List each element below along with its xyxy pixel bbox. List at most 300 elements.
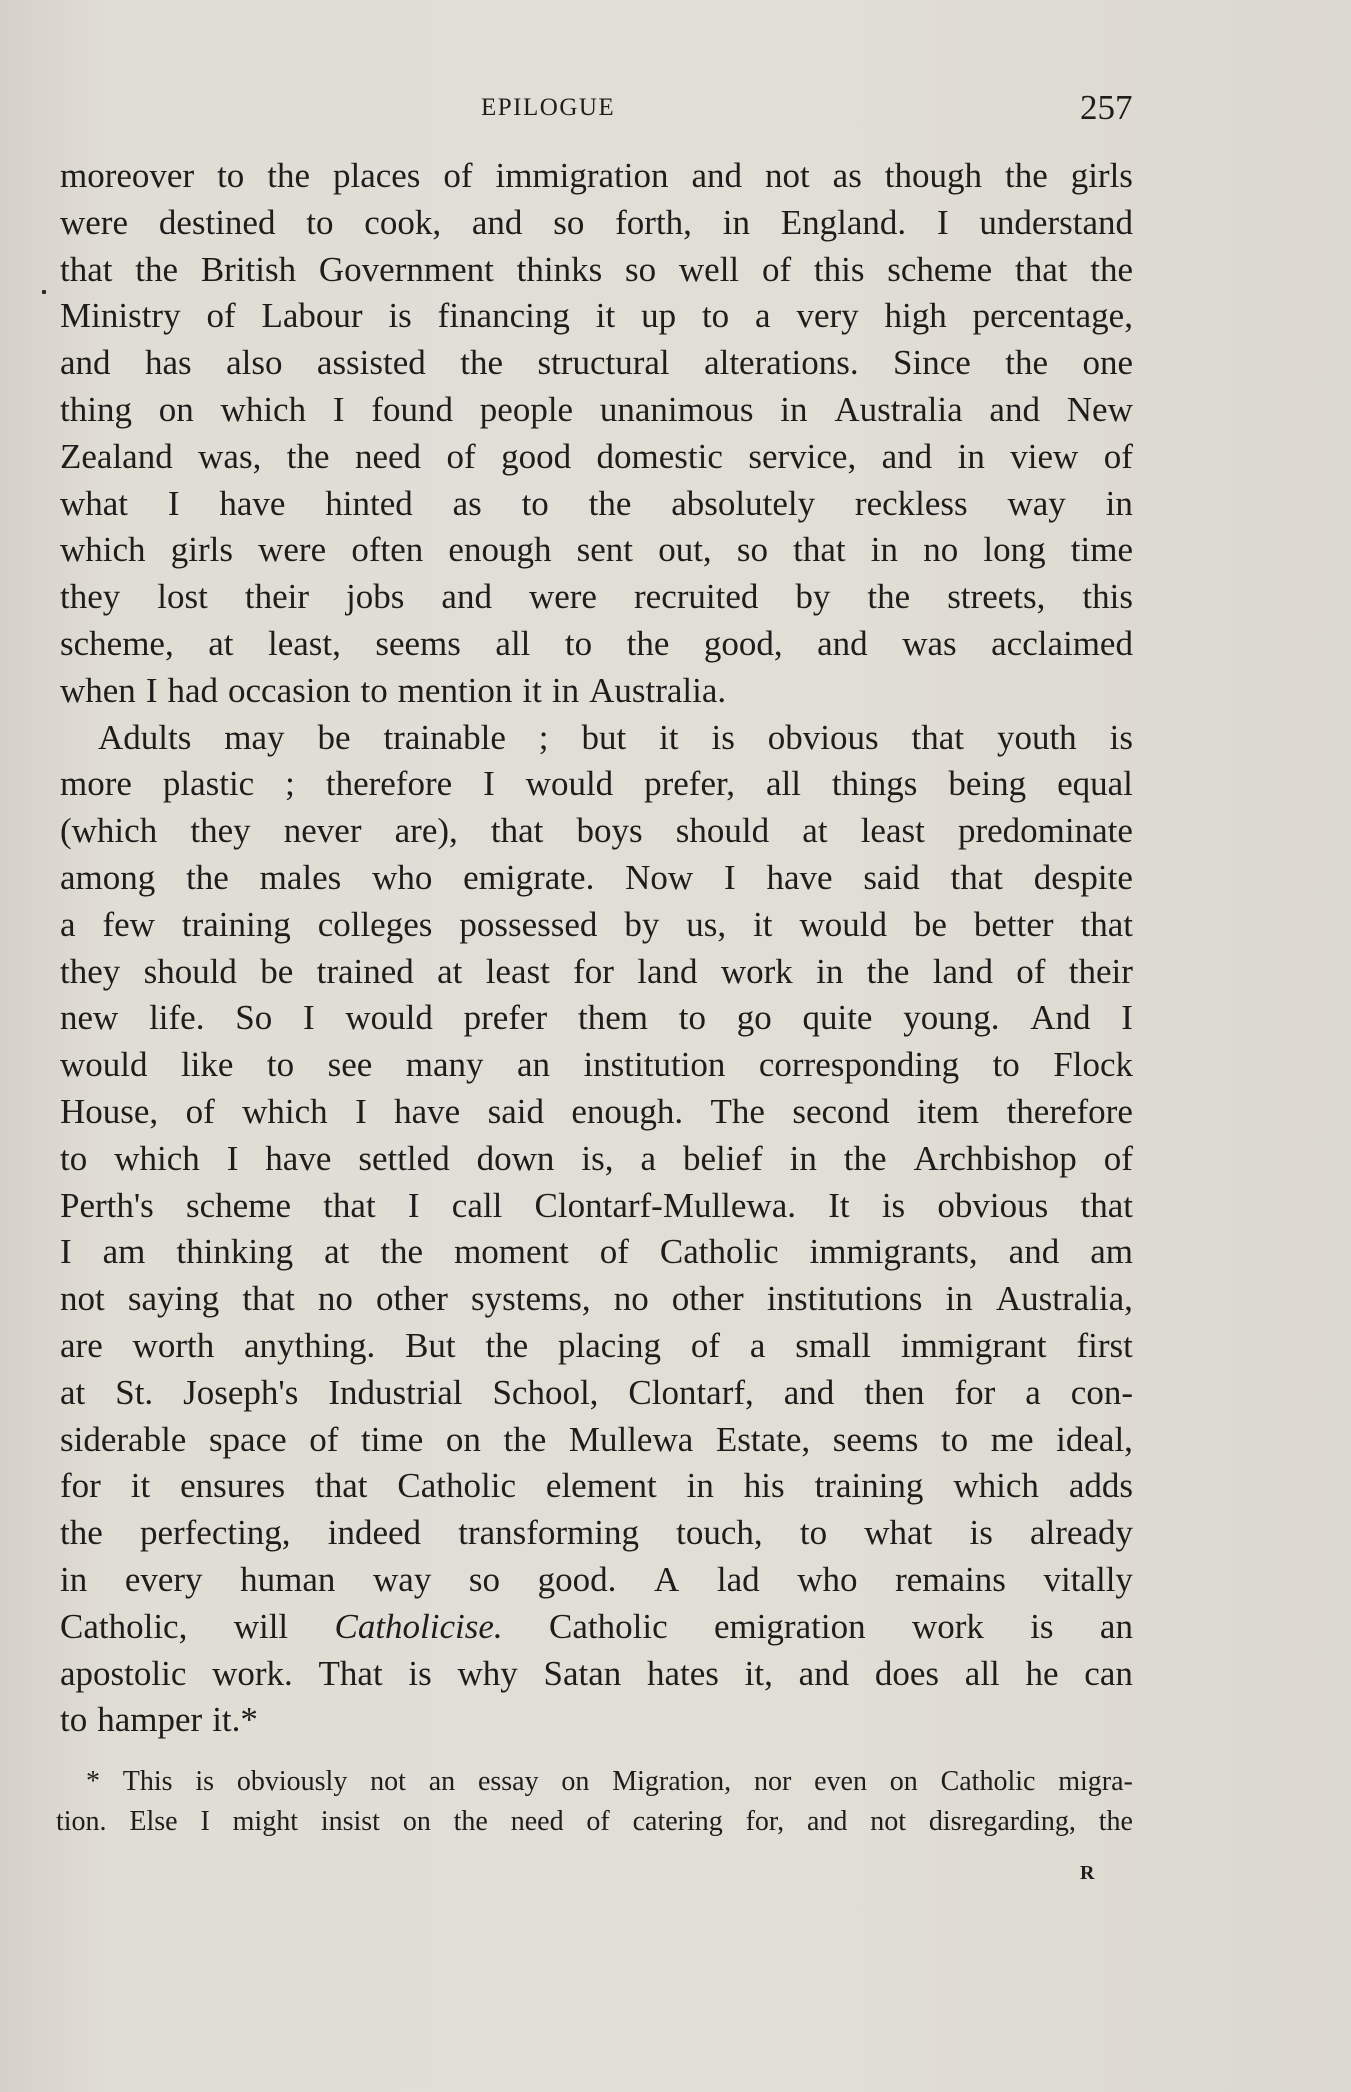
word: when bbox=[60, 670, 136, 710]
word: way bbox=[373, 1559, 432, 1599]
word: view bbox=[1010, 436, 1079, 476]
word: Catholicise. bbox=[334, 1606, 503, 1646]
word: which bbox=[953, 1466, 1039, 1506]
text-line bbox=[60, 621, 1133, 668]
word: British bbox=[200, 249, 297, 289]
word: also bbox=[226, 343, 283, 383]
word: is, bbox=[581, 1138, 614, 1178]
word: of bbox=[443, 156, 473, 195]
word: said bbox=[487, 1091, 544, 1131]
word: that bbox=[490, 811, 544, 851]
word: the bbox=[267, 156, 311, 195]
word: financing bbox=[437, 296, 570, 336]
word: who bbox=[797, 1559, 858, 1599]
word: immigrants, bbox=[809, 1232, 978, 1272]
footnote-word: even bbox=[814, 1766, 867, 1797]
word: that bbox=[1080, 904, 1133, 944]
footnote-line bbox=[56, 1802, 1133, 1842]
footnote-word: Catholic bbox=[940, 1766, 1036, 1797]
word: So bbox=[235, 998, 273, 1038]
word: for bbox=[954, 1372, 996, 1412]
word: least bbox=[485, 951, 550, 991]
word: Clontarf, bbox=[628, 1372, 754, 1412]
word: is bbox=[1030, 1606, 1054, 1646]
word: to bbox=[266, 1045, 295, 1085]
text-line bbox=[60, 527, 1133, 574]
word: ensures bbox=[180, 1466, 286, 1506]
word: thinks bbox=[516, 249, 603, 289]
word: Labour bbox=[261, 296, 363, 336]
word: and bbox=[881, 436, 933, 476]
word: in bbox=[722, 202, 750, 242]
word: and bbox=[817, 623, 868, 663]
word: emigration bbox=[713, 1606, 866, 1646]
word: placing bbox=[558, 1325, 662, 1365]
word: am bbox=[102, 1232, 146, 1272]
word: up bbox=[641, 296, 677, 336]
word: what bbox=[60, 483, 129, 523]
text-line bbox=[60, 1417, 1133, 1464]
word: so bbox=[468, 1559, 501, 1599]
word: is bbox=[1109, 717, 1133, 757]
word: acclaimed bbox=[991, 623, 1133, 663]
word: many bbox=[405, 1045, 484, 1085]
word: other bbox=[671, 1279, 744, 1319]
word: am bbox=[1090, 1232, 1133, 1272]
word: indeed bbox=[327, 1513, 422, 1553]
word: assisted bbox=[316, 343, 426, 383]
word: places bbox=[332, 156, 421, 195]
word: would bbox=[799, 904, 887, 944]
word: though bbox=[884, 156, 983, 195]
footnote-word: an bbox=[428, 1766, 456, 1797]
text-line bbox=[60, 1089, 1133, 1136]
word: colleges bbox=[317, 904, 433, 944]
word: human bbox=[240, 1559, 336, 1599]
word: to bbox=[306, 202, 334, 242]
word: that bbox=[242, 1279, 295, 1319]
word: can bbox=[1084, 1653, 1133, 1693]
word: of bbox=[1103, 1138, 1133, 1178]
footnote-word: the bbox=[1098, 1806, 1133, 1837]
word: training bbox=[181, 904, 291, 944]
word: on bbox=[445, 1419, 481, 1459]
text-line bbox=[60, 1370, 1133, 1417]
word: Clontarf-Mullewa. bbox=[534, 1185, 796, 1225]
word: saying bbox=[127, 1279, 220, 1319]
word: therefore bbox=[325, 764, 453, 804]
word: so bbox=[624, 249, 657, 289]
word: I bbox=[1121, 998, 1133, 1038]
word: should bbox=[675, 811, 770, 851]
word: of bbox=[1103, 436, 1133, 476]
word: the bbox=[135, 249, 179, 289]
word: found bbox=[371, 389, 453, 429]
word: hamper bbox=[97, 1700, 203, 1740]
word: to bbox=[60, 1138, 88, 1178]
word: very bbox=[796, 296, 859, 336]
word: males bbox=[259, 857, 342, 897]
word: that bbox=[911, 717, 965, 757]
word: Industrial bbox=[328, 1372, 463, 1412]
word: may bbox=[224, 717, 285, 757]
word: high bbox=[884, 296, 947, 336]
footnote-word: Migration, bbox=[612, 1766, 732, 1797]
word: to bbox=[217, 156, 245, 195]
word: ; bbox=[538, 717, 549, 757]
word: a bbox=[640, 1138, 656, 1178]
word: their bbox=[244, 577, 310, 617]
word: Archbishop bbox=[913, 1138, 1077, 1178]
word: land bbox=[932, 951, 993, 991]
word: young. bbox=[903, 998, 1000, 1038]
word: Catholic, bbox=[60, 1606, 188, 1646]
word: destined bbox=[158, 202, 276, 242]
word: were bbox=[258, 530, 327, 570]
word: I bbox=[226, 1138, 239, 1178]
footnote-word: Else bbox=[129, 1806, 178, 1837]
word: they bbox=[60, 577, 121, 617]
word: boys bbox=[576, 811, 643, 851]
word: siderable bbox=[60, 1419, 187, 1459]
word: prefer, bbox=[644, 764, 735, 804]
word: item bbox=[916, 1091, 980, 1131]
word: and bbox=[989, 389, 1040, 429]
word: enough bbox=[448, 530, 552, 570]
text-line bbox=[60, 153, 1133, 200]
word: and bbox=[798, 1653, 850, 1693]
word: to bbox=[360, 670, 388, 710]
word: it bbox=[595, 296, 616, 336]
word: percentage, bbox=[972, 296, 1133, 336]
word: have bbox=[219, 483, 286, 523]
word: time bbox=[1070, 530, 1133, 570]
word: a bbox=[749, 1325, 766, 1365]
word: But bbox=[405, 1325, 456, 1365]
footnote-word: of bbox=[586, 1806, 610, 1837]
word: space bbox=[208, 1419, 287, 1459]
word: was, bbox=[198, 436, 262, 476]
word: New bbox=[1066, 389, 1133, 429]
word: often bbox=[351, 530, 424, 570]
footnote-word: on bbox=[561, 1766, 590, 1797]
word: con- bbox=[1070, 1372, 1133, 1412]
word: I bbox=[936, 202, 949, 242]
word: which bbox=[60, 530, 146, 570]
body-text bbox=[60, 153, 1133, 1744]
word: the bbox=[588, 483, 632, 523]
word: Ministry bbox=[60, 296, 181, 336]
word: no bbox=[613, 1279, 649, 1319]
footnote-word: the bbox=[453, 1806, 488, 1837]
footnote-word: need bbox=[510, 1806, 564, 1837]
word: girls bbox=[170, 530, 233, 570]
word: among bbox=[60, 857, 156, 897]
word: not bbox=[764, 156, 810, 195]
word: and bbox=[691, 156, 743, 195]
word: what bbox=[864, 1513, 933, 1553]
word: is bbox=[388, 296, 412, 336]
word: at bbox=[437, 951, 463, 991]
word: the bbox=[1005, 343, 1048, 383]
word: said bbox=[863, 857, 920, 897]
word: equal bbox=[1057, 764, 1133, 804]
word: it bbox=[753, 904, 773, 944]
word: for bbox=[60, 1466, 101, 1506]
footnote-word: for, bbox=[745, 1806, 785, 1837]
word: the bbox=[485, 1325, 529, 1365]
running-title: EPILOGUE bbox=[481, 94, 616, 121]
word: of bbox=[1016, 951, 1046, 991]
word: institutions bbox=[766, 1279, 923, 1319]
word: that bbox=[315, 1466, 368, 1506]
word: his bbox=[743, 1466, 785, 1506]
word: trained bbox=[316, 951, 414, 991]
word: things bbox=[831, 764, 918, 804]
footnote-word: * bbox=[86, 1766, 100, 1797]
word: be bbox=[913, 904, 947, 944]
word: never bbox=[283, 811, 362, 851]
word: have bbox=[394, 1091, 461, 1131]
word: all bbox=[765, 764, 801, 804]
word: would bbox=[345, 998, 433, 1038]
word: I bbox=[407, 1185, 420, 1225]
word: Catholic bbox=[397, 1466, 516, 1506]
text-line bbox=[60, 949, 1133, 996]
word: recruited bbox=[634, 577, 759, 617]
word: they bbox=[190, 811, 251, 851]
text-line bbox=[60, 1651, 1133, 1698]
word: to bbox=[60, 1700, 88, 1740]
word: and bbox=[60, 343, 111, 383]
footnote-line bbox=[56, 1762, 1133, 1802]
word: all bbox=[495, 623, 531, 663]
text-line bbox=[60, 574, 1133, 621]
word: thinking bbox=[176, 1232, 294, 1272]
word: which bbox=[242, 1091, 328, 1131]
word: that bbox=[793, 530, 846, 570]
word: worth bbox=[132, 1325, 215, 1365]
word: me bbox=[990, 1419, 1034, 1459]
page-number: 257 bbox=[1080, 88, 1133, 127]
word: plastic bbox=[162, 764, 255, 804]
footnote-word: might bbox=[232, 1806, 298, 1837]
word: streets, bbox=[947, 577, 1046, 617]
word: is bbox=[881, 1185, 906, 1225]
word: seems bbox=[375, 623, 461, 663]
word: the bbox=[843, 1138, 887, 1178]
word: first bbox=[1076, 1325, 1133, 1365]
word: a bbox=[60, 904, 76, 944]
word: the bbox=[380, 1232, 424, 1272]
word: by bbox=[624, 904, 660, 944]
text-line bbox=[60, 1463, 1133, 1510]
word: of bbox=[761, 249, 792, 289]
word: obvious bbox=[767, 717, 879, 757]
word: I bbox=[145, 670, 158, 710]
word: as bbox=[452, 483, 482, 523]
text-line bbox=[60, 481, 1133, 528]
footnote bbox=[56, 1762, 1133, 1842]
word: of bbox=[206, 296, 236, 336]
word: I bbox=[483, 764, 495, 804]
word: an bbox=[516, 1045, 550, 1085]
word: of bbox=[446, 436, 476, 476]
word: at bbox=[60, 1372, 86, 1412]
word: is bbox=[969, 1513, 993, 1553]
word: quite bbox=[802, 998, 873, 1038]
word: scheme bbox=[887, 249, 993, 289]
word: moreover bbox=[60, 156, 195, 195]
word: like bbox=[180, 1045, 234, 1085]
word: forth, bbox=[615, 202, 692, 242]
word: despite bbox=[1033, 857, 1133, 897]
text-line bbox=[60, 200, 1133, 247]
word: sent bbox=[576, 530, 634, 570]
word: to bbox=[992, 1045, 1020, 1085]
word: does bbox=[874, 1653, 940, 1693]
word: work bbox=[720, 951, 793, 991]
text-line bbox=[60, 1042, 1133, 1089]
word: which bbox=[114, 1138, 200, 1178]
word: second bbox=[792, 1091, 890, 1131]
text-line bbox=[60, 761, 1133, 808]
word: I bbox=[167, 483, 180, 523]
word: and bbox=[441, 577, 492, 617]
word: the bbox=[867, 577, 911, 617]
word: in bbox=[686, 1466, 714, 1506]
footnote-word: nor bbox=[753, 1766, 792, 1797]
word: down bbox=[476, 1138, 555, 1178]
word: out, bbox=[658, 530, 712, 570]
word: in bbox=[60, 1559, 88, 1599]
word: scheme, bbox=[60, 623, 174, 663]
word: then bbox=[864, 1372, 925, 1412]
word: Government bbox=[318, 249, 494, 289]
word: ; bbox=[285, 764, 295, 804]
word: no bbox=[317, 1279, 353, 1319]
word: I bbox=[332, 389, 345, 429]
footnote-word: obviously bbox=[236, 1766, 348, 1797]
footnote-word: I bbox=[200, 1806, 210, 1837]
word: the bbox=[186, 857, 229, 897]
word: that bbox=[60, 249, 113, 289]
word: is bbox=[408, 1653, 432, 1693]
word: in bbox=[945, 1279, 973, 1319]
word: they bbox=[60, 951, 121, 991]
word: be bbox=[317, 717, 351, 757]
word: touch, bbox=[676, 1513, 763, 1553]
word: for bbox=[573, 951, 614, 991]
word: better bbox=[973, 904, 1054, 944]
text-line bbox=[60, 1510, 1133, 1557]
word: moment bbox=[454, 1232, 569, 1272]
word: not bbox=[60, 1279, 105, 1319]
word: domestic bbox=[596, 436, 723, 476]
text-line bbox=[60, 247, 1133, 294]
word: Australia bbox=[834, 389, 963, 429]
word: Estate, bbox=[715, 1419, 811, 1459]
word: corresponding bbox=[758, 1045, 960, 1085]
text-line bbox=[60, 340, 1133, 387]
word: in bbox=[957, 436, 985, 476]
word: their bbox=[1068, 951, 1133, 991]
word: which bbox=[220, 389, 307, 429]
word: House, bbox=[60, 1091, 159, 1131]
word: seems bbox=[832, 1419, 919, 1459]
word: to bbox=[521, 483, 549, 523]
word: I bbox=[355, 1091, 367, 1131]
word: Since bbox=[893, 343, 971, 383]
text-line bbox=[60, 808, 1133, 855]
word: in bbox=[789, 1138, 817, 1178]
footnote-word: catering bbox=[632, 1806, 723, 1837]
word: it, bbox=[744, 1653, 773, 1693]
word: And bbox=[1030, 998, 1091, 1038]
word: vitally bbox=[1043, 1559, 1133, 1599]
word: Satan bbox=[543, 1653, 622, 1693]
word: being bbox=[948, 764, 1027, 804]
word: in bbox=[816, 951, 844, 991]
word: have bbox=[265, 1138, 332, 1178]
word: other bbox=[375, 1279, 448, 1319]
word: are bbox=[60, 1325, 103, 1365]
word: should bbox=[143, 951, 237, 991]
text-line bbox=[60, 434, 1133, 481]
word: people bbox=[479, 389, 574, 429]
word: us, bbox=[686, 904, 727, 944]
word: an bbox=[1099, 1606, 1133, 1646]
word: structural bbox=[537, 343, 670, 383]
word: jobs bbox=[346, 577, 405, 617]
word: few bbox=[102, 904, 155, 944]
word: them bbox=[577, 998, 648, 1038]
text-line bbox=[60, 902, 1133, 949]
word: is bbox=[711, 717, 735, 757]
word: would bbox=[525, 764, 614, 804]
word: Now bbox=[625, 857, 694, 897]
word: were bbox=[528, 577, 597, 617]
word: no bbox=[923, 530, 959, 570]
word: on bbox=[158, 389, 194, 429]
word: and bbox=[1008, 1232, 1060, 1272]
word: every bbox=[124, 1559, 203, 1599]
footnote-word: and bbox=[806, 1806, 848, 1837]
word: Catholic bbox=[659, 1232, 779, 1272]
word: Mullewa bbox=[568, 1419, 694, 1459]
word: work bbox=[911, 1606, 984, 1646]
word: thing bbox=[60, 389, 132, 429]
word: the bbox=[460, 343, 503, 383]
word: in bbox=[870, 530, 899, 570]
word: Adults bbox=[98, 717, 192, 757]
word: anything. bbox=[244, 1325, 376, 1365]
word: that bbox=[950, 857, 1003, 897]
word: small bbox=[795, 1325, 872, 1365]
word: cook, bbox=[364, 202, 442, 242]
word: lad bbox=[716, 1559, 760, 1599]
word: the bbox=[286, 436, 330, 476]
word: prefer bbox=[463, 998, 548, 1038]
word: call bbox=[451, 1185, 503, 1225]
text-line bbox=[60, 1697, 1133, 1744]
footnote-word: not bbox=[370, 1766, 406, 1797]
text-line bbox=[60, 1229, 1133, 1276]
word: adds bbox=[1068, 1466, 1133, 1506]
word: least bbox=[860, 811, 925, 851]
word: alterations. bbox=[704, 343, 859, 383]
word: ideal, bbox=[1056, 1419, 1133, 1459]
